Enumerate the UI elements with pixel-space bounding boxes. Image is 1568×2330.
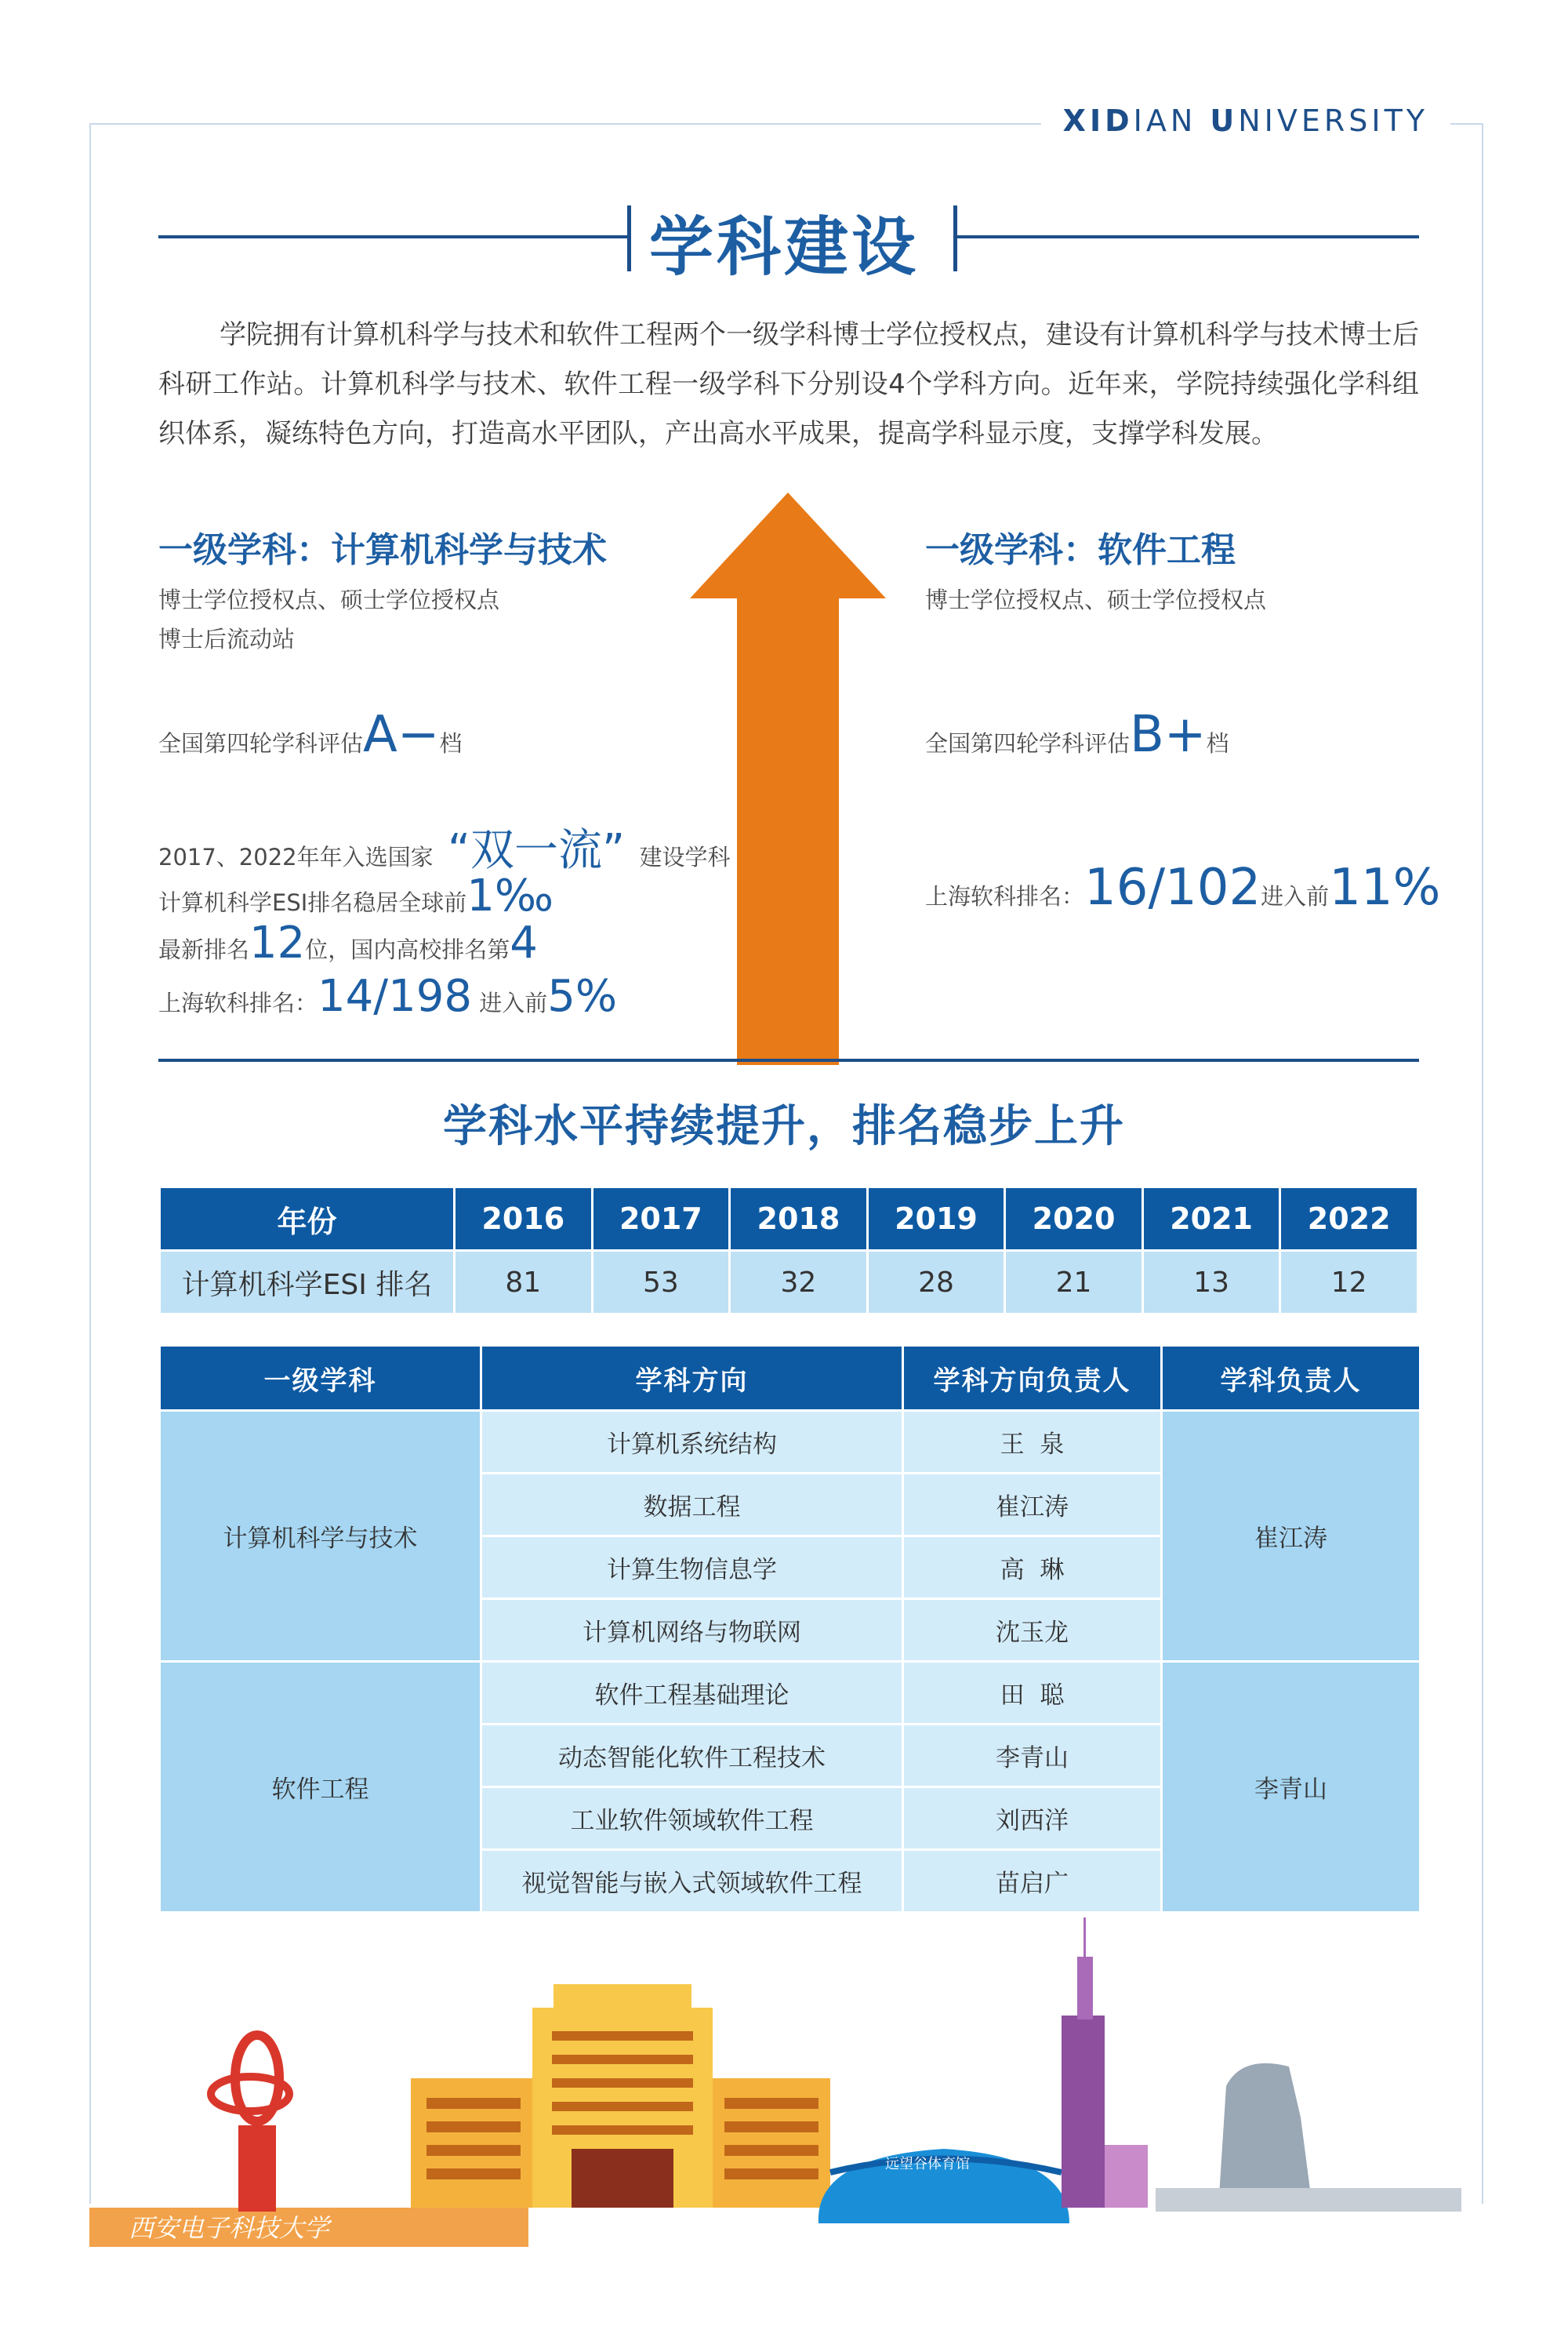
head-cell: 李青山 xyxy=(1162,1662,1421,1913)
table-row xyxy=(160,1411,1421,1474)
left-rank: 最新排名12位，国内高校排名第4 xyxy=(158,918,538,969)
direction-cell: 计算生物信息学 xyxy=(481,1536,903,1599)
discipline-direction-table xyxy=(158,1344,1421,1914)
right-heading: 一级学科：软件工程 xyxy=(925,530,1236,570)
discipline-cell: 软件工程 xyxy=(160,1662,481,1913)
esi-ranking-table xyxy=(158,1186,1419,1315)
lead-cell: 李青山 xyxy=(903,1725,1162,1787)
table-row xyxy=(160,1251,1418,1314)
lead-cell: 沈玉龙 xyxy=(903,1599,1162,1662)
university-sign-text: 西安电子科技大学 xyxy=(129,2213,330,2243)
intro-paragraph: 学院拥有计算机科学与技术和软件工程两个一级学科博士学位授权点，建设有计算机科学与技术博士后科研工作站。计算机科学与技术、软件工程一级学科下分别设4个学科方向。近年来，学院持续强化学科组织体系，凝练特色方向，打造高水平团队，产出高水平成果，提高学科显示度，支撑学科发展。 xyxy=(158,319,1419,449)
brand-wordmark: XIDIAN UNIVERSITY xyxy=(1041,104,1450,138)
table-header-cell: 学科方向 xyxy=(481,1346,903,1411)
table-header-row xyxy=(160,1187,1418,1251)
up-arrow-icon xyxy=(690,493,886,1065)
table-header-cell: 学科方向负责人 xyxy=(903,1346,1162,1411)
table-header-cell: 年份 xyxy=(160,1187,455,1251)
lead-cell: 刘西洋 xyxy=(903,1787,1162,1850)
table-cell: 13 xyxy=(1142,1251,1280,1314)
table-header-cell: 2018 xyxy=(730,1187,868,1251)
left-dfc: 2017、2022年年入选国家 “双一流” 建设学科 xyxy=(158,825,731,876)
stadium-label: 远望谷体育馆 xyxy=(885,2156,970,2172)
left-heading: 一级学科：计算机科学与技术 xyxy=(158,530,607,570)
lead-cell: 苗启广 xyxy=(903,1850,1162,1913)
direction-cell: 动态智能化软件工程技术 xyxy=(481,1725,903,1787)
table-header-cell: 2020 xyxy=(1005,1187,1143,1251)
lead-cell: 田 聪 xyxy=(903,1662,1162,1725)
left-shanghai: 上海软科排名：14/198 进入前5% xyxy=(158,971,618,1022)
left-eval: 全国第四轮学科评估A−档 xyxy=(158,706,463,764)
direction-cell: 计算机网络与物联网 xyxy=(481,1599,903,1662)
lead-cell: 王 泉 xyxy=(903,1411,1162,1474)
direction-cell: 计算机系统结构 xyxy=(481,1411,903,1474)
tower-icon xyxy=(1062,1917,1148,2208)
table-header-row xyxy=(160,1346,1421,1411)
direction-cell: 数据工程 xyxy=(481,1474,903,1536)
direction-cell: 软件工程基础理论 xyxy=(481,1662,903,1725)
page-title: 学科建设 xyxy=(648,210,919,285)
discipline-cell: 计算机科学与技术 xyxy=(160,1411,481,1662)
ranking-subtitle: 学科水平持续提升，排名稳步上升 xyxy=(443,1101,1125,1152)
main-building-icon xyxy=(411,1984,830,2208)
table-header-cell: 2021 xyxy=(1142,1187,1280,1251)
right-shanghai: 上海软科排名：16/102进入前11% xyxy=(925,859,1441,917)
table-cell: 12 xyxy=(1280,1251,1418,1314)
table-header-cell: 2016 xyxy=(455,1187,593,1251)
table-cell: 28 xyxy=(867,1251,1005,1314)
left-esi: 计算机科学ESI排名稳居全球前1‰ xyxy=(158,871,554,921)
table-cell: 21 xyxy=(1005,1251,1143,1314)
right-line1: 博士学位授权点、硕士学位授权点 xyxy=(925,587,1267,613)
stadium-icon xyxy=(818,2149,1069,2223)
table-cell: 53 xyxy=(592,1251,730,1314)
stone-monument-icon xyxy=(1156,2063,1461,2212)
table-header-cell: 2019 xyxy=(867,1187,1005,1251)
table-cell: 81 xyxy=(455,1251,593,1314)
table-cell: 计算机科学ESI 排名 xyxy=(160,1251,455,1314)
direction-cell: 工业软件领域软件工程 xyxy=(481,1787,903,1850)
table-header-cell: 2017 xyxy=(592,1187,730,1251)
sculpture-icon xyxy=(211,2035,289,2212)
direction-cell: 视觉智能与嵌入式领域软件工程 xyxy=(481,1850,903,1913)
table-header-cell: 2022 xyxy=(1280,1187,1418,1251)
right-eval: 全国第四轮学科评估B+档 xyxy=(925,706,1229,764)
left-line2: 博士后流动站 xyxy=(158,626,296,652)
table-cell: 32 xyxy=(730,1251,868,1314)
lead-cell: 崔江涛 xyxy=(903,1474,1162,1536)
campus-skyline-illustration xyxy=(89,1914,1483,2247)
left-line1: 博士学位授权点、硕士学位授权点 xyxy=(158,587,500,613)
head-cell: 崔江涛 xyxy=(1162,1411,1421,1662)
lead-cell: 高 琳 xyxy=(903,1536,1162,1599)
table-header-cell: 学科负责人 xyxy=(1162,1346,1421,1411)
table-row xyxy=(160,1662,1421,1725)
table-header-cell: 一级学科 xyxy=(160,1346,481,1411)
section-separator xyxy=(158,1059,1419,1062)
